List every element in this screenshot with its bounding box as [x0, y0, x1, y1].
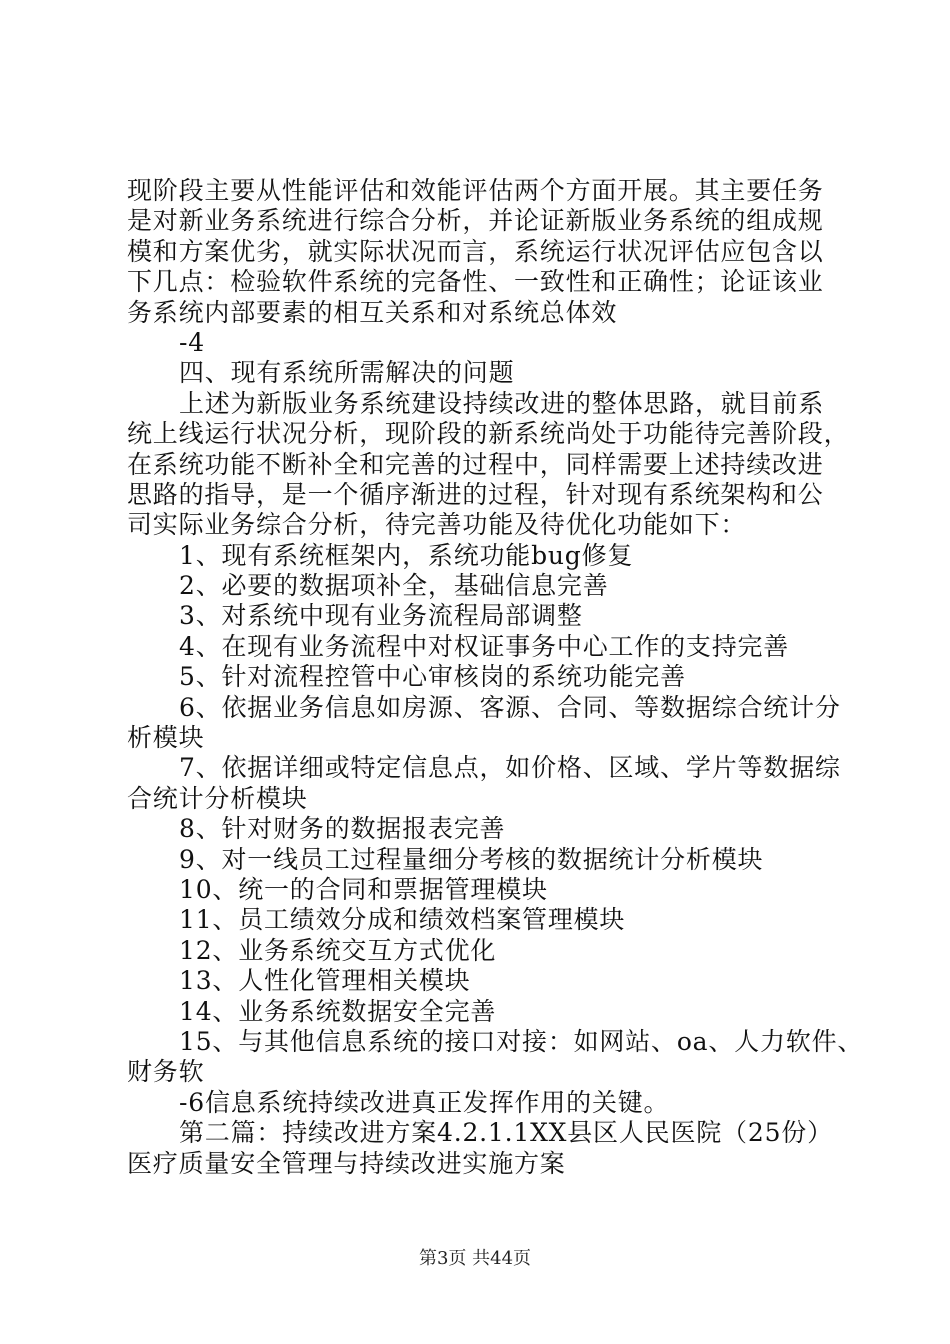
- text-line: 是对新业务系统进行综合分析，并论证新版业务系统的组成规: [127, 206, 824, 236]
- text-line: 5、针对流程控管中心审核岗的系统功能完善: [179, 662, 686, 692]
- text-line: 现阶段主要从性能评估和效能评估两个方面开展。其主要任务: [127, 176, 824, 205]
- text-line: 析模块: [127, 723, 205, 753]
- text-line: 13、人性化管理相关模块: [179, 966, 471, 996]
- text-line: -6信息系统持续改进真正发挥作用的关键。: [179, 1087, 670, 1117]
- text-line: 4、在现有业务流程中对权证事务中心工作的支持完善: [179, 631, 790, 661]
- text-line: 思路的指导，是一个循序渐进的过程，针对现有系统架构和公: [127, 479, 824, 509]
- text-line: 统上线运行状况分析，现阶段的新系统尚处于功能待完善阶段，: [127, 419, 850, 449]
- text-line: 11、员工绩效分成和绩效档案管理模块: [179, 905, 626, 935]
- text-line: 15、与其他信息系统的接口对接：如网站、oa、人力软件、: [179, 1026, 864, 1056]
- text-line: 司实际业务综合分析，待完善功能及待优化功能如下：: [127, 510, 747, 540]
- text-line: 7、依据详细或特定信息点，如价格、区域、学片等数据综: [179, 753, 841, 783]
- text-line: 3、对系统中现有业务流程局部调整: [179, 601, 583, 631]
- text-line: 2、必要的数据项补全，基础信息完善: [179, 571, 609, 601]
- text-line: 医疗质量安全管理与持续改进实施方案: [127, 1148, 566, 1178]
- text-line: 下几点：检验软件系统的完备性、一致性和正确性；论证该业: [127, 267, 824, 297]
- text-line: 10、统一的合同和票据管理模块: [179, 874, 548, 904]
- text-line: 9、对一线员工过程量细分考核的数据统计分析模块: [179, 844, 764, 874]
- text-line: 在系统功能不断补全和完善的过程中，同样需要上述持续改进: [127, 449, 824, 479]
- text-line: 6、依据业务信息如房源、客源、合同、等数据综合统计分: [179, 692, 841, 722]
- document-body: [127, 176, 864, 1179]
- text-line: 14、业务系统数据安全完善: [179, 996, 497, 1026]
- text-line: 1、现有系统框架内，系统功能bug修复: [179, 540, 634, 570]
- text-line: 12、业务系统交互方式优化: [179, 935, 497, 965]
- text-line: 财务软: [127, 1057, 205, 1087]
- text-line: 上述为新版业务系统建设持续改进的整体思路，就目前系: [179, 388, 825, 418]
- text-line: 第二篇：持续改进方案4.2.1.1XX县区人民医院（25份）: [179, 1118, 833, 1148]
- text-line: 务系统内部要素的相互关系和对系统总体效: [127, 297, 618, 327]
- text-line: -4: [179, 327, 205, 357]
- text-line: 四、现有系统所需解决的问题: [179, 358, 515, 388]
- text-line: 模和方案优劣，就实际状况而言，系统运行状况评估应包含以: [127, 236, 824, 266]
- page-footer: 第3页 共44页: [418, 1248, 532, 1269]
- text-line: 8、针对财务的数据报表完善: [179, 814, 506, 844]
- text-line: 合统计分析模块: [127, 783, 308, 813]
